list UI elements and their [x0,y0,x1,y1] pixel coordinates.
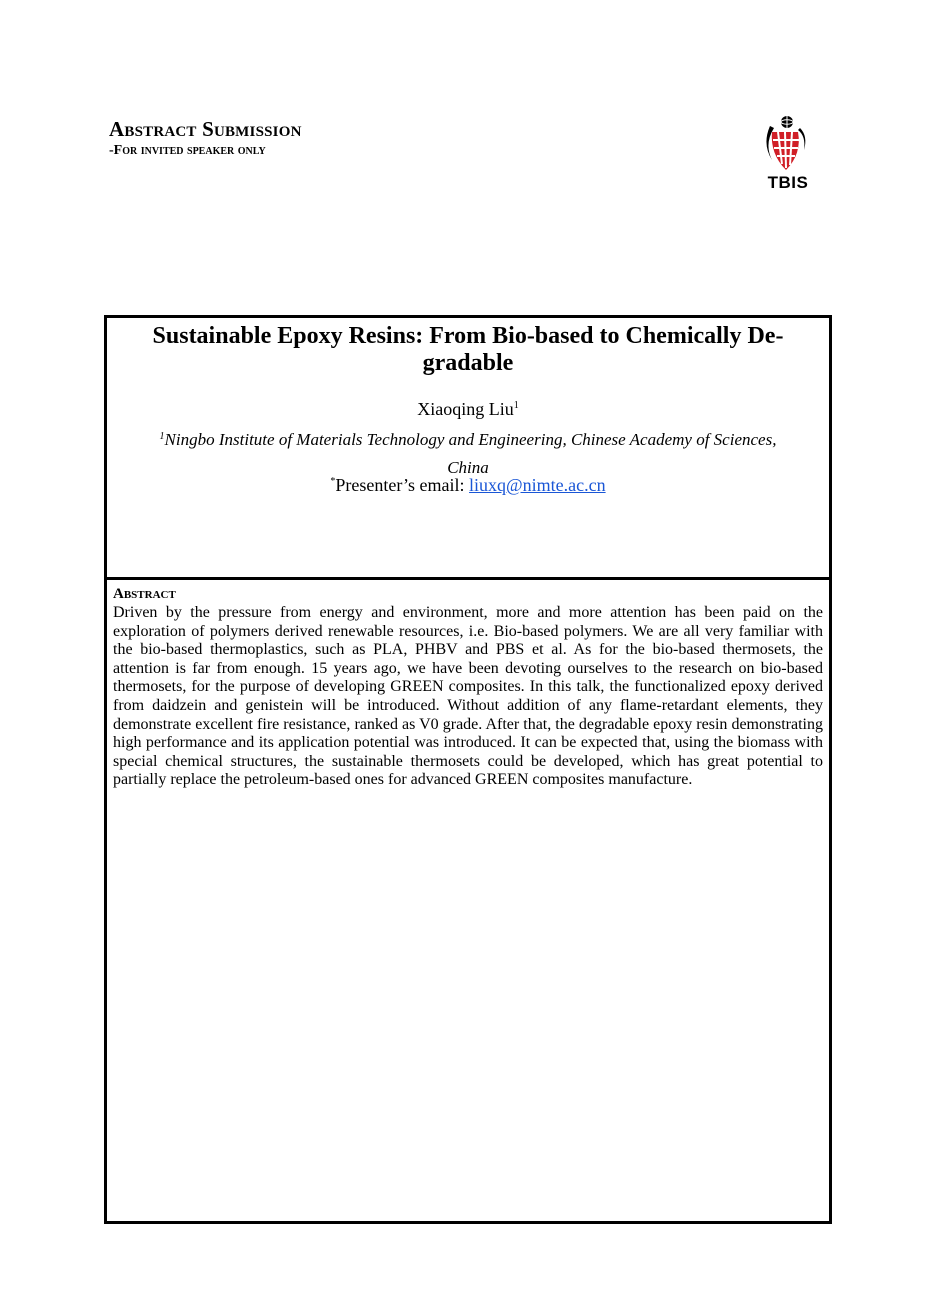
presenter-line [107,474,829,496]
author-name: Xiaoqing Liu [417,399,514,419]
paper-title-text: Sustainable Epoxy Resins: From Bio-based to Chemically Degradable [152,323,784,376]
presenter-email-link[interactable]: liuxq@nimte.ac.cn [469,475,606,495]
abstract-body: Driven by the pressure from energy and environment, more and more attention has been paid on the exploration of polymers derived renewable resources, i.e. Bio-based polymers. We are all very familiar with the bio-based thermoplastics, such as PLA, PHBV and PBS et al. As for the bio-based thermosets, the attention is far from enough. 15 years ago, we have been devoting ourselves to the research on bio-based thermosets, for the purpose of developing GREEN composites. In this talk, the functionalized epoxy derived from daidzein and genistein will be introduced. Without addition of any flame-retardant elements, they demonstrate excellent fire resistance, ranked as V0 grade. After that, the degradable epoxy resin demonstrating high performance and its application potential was introduced. It can be expected that, using the biomass with special chemical structures, the sustainable thermosets could be developed, which has great potential to partially replace the petroleum-based ones for advanced GREEN composites manufacture. [113,604,823,789]
title-panel [104,315,832,580]
paper-title [119,323,817,377]
header-title: Abstract Submission [109,117,302,141]
logo-text: TBIS [767,173,809,192]
presenter-label: Presenter’s email: [335,475,465,495]
affiliation-superscript: 1 [159,431,165,442]
header-subtitle: -For invited speaker only [109,143,266,158]
tbis-logo [758,114,818,194]
tbis-logo-icon [758,114,818,174]
abstract-panel [104,577,832,1224]
abstract-heading: Abstract [113,586,176,602]
affiliation-text: Ningbo Institute of Materials Technology and Engineering, Chinese Academy of Sciences, China [164,430,777,477]
presenter-superscript: * [330,476,336,487]
author-line [107,398,829,420]
author-superscript: 1 [513,400,519,411]
